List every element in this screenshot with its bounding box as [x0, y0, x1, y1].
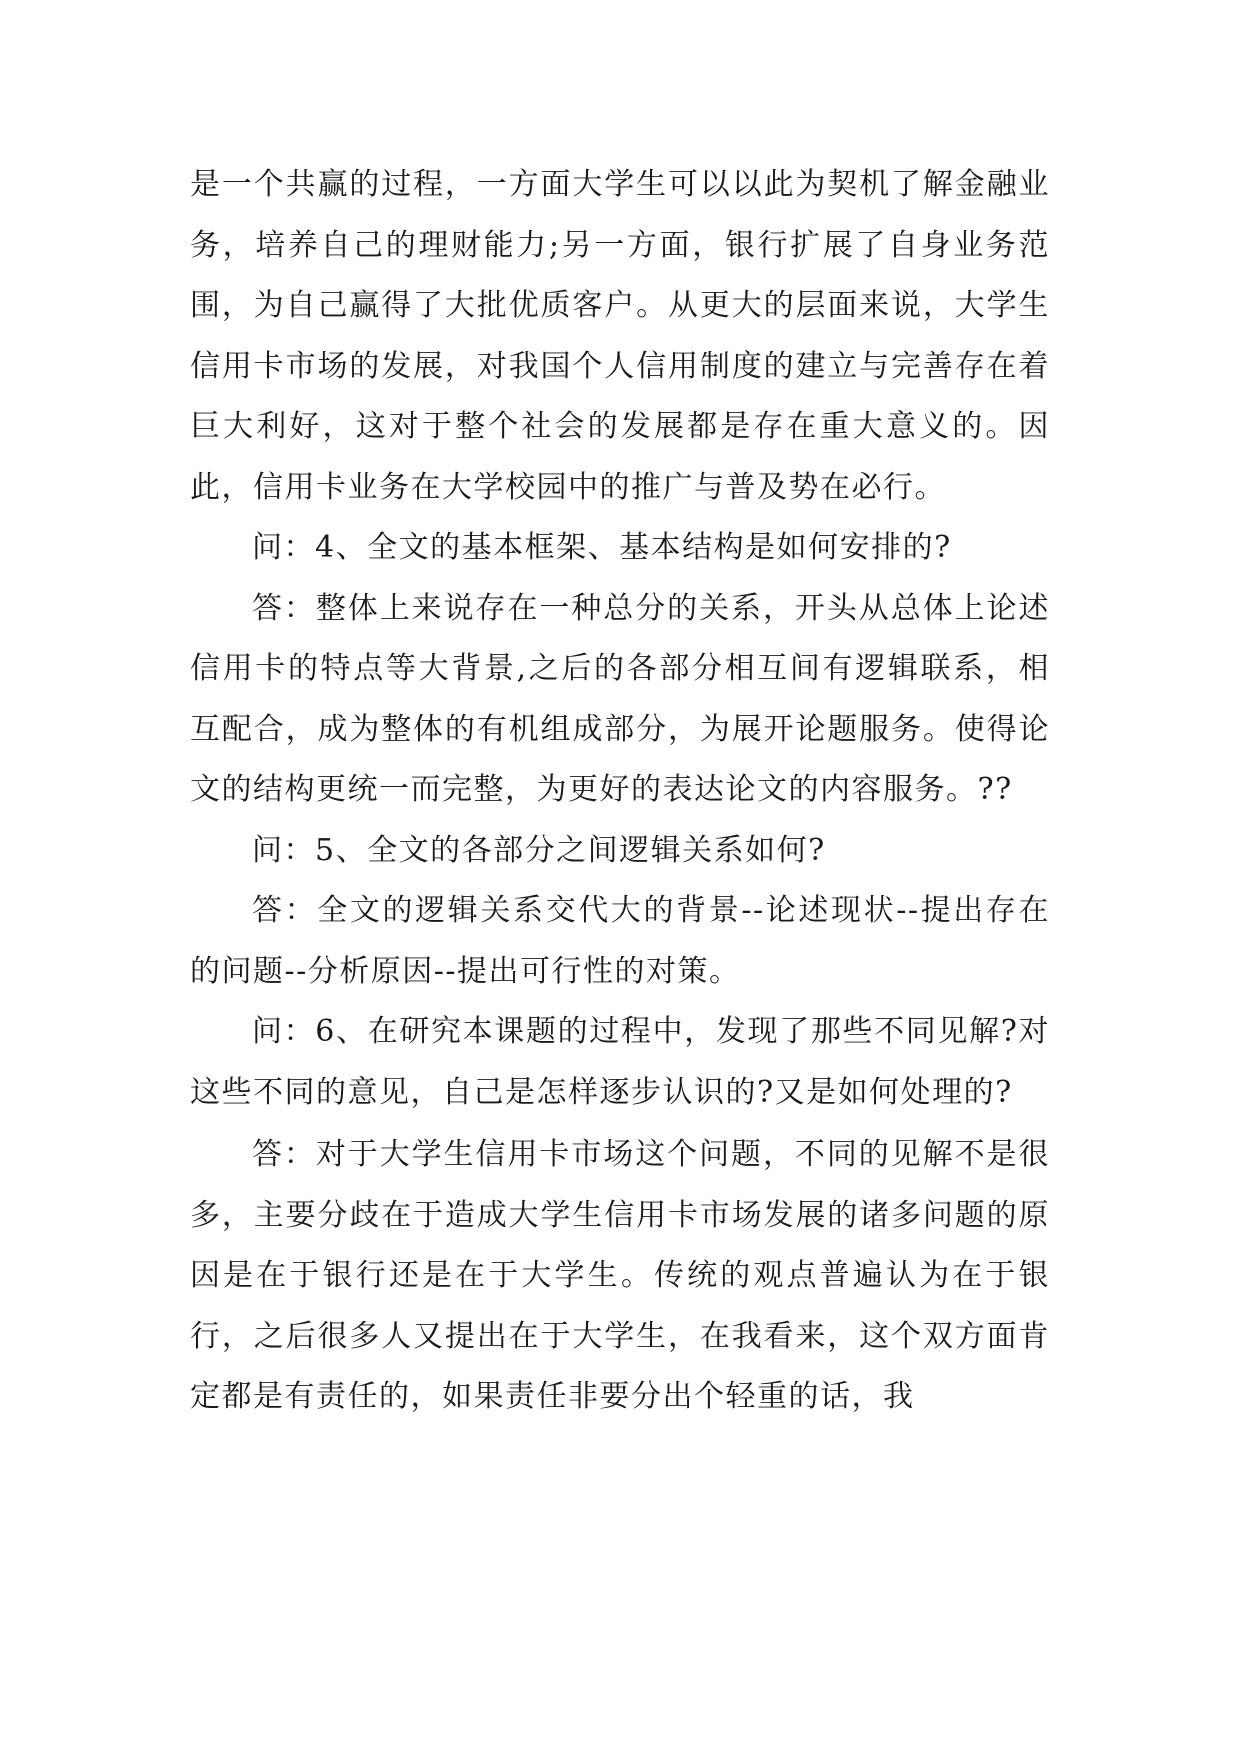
question-5: 问：5、全文的各部分之间逻辑关系如何?: [252, 832, 826, 868]
question-6: 问：6、在研究本课题的过程中，发现了那些不同见解?对这些不同的意见，自己是怎样逐步认识的?又是如何处理的?: [190, 1014, 1050, 1110]
paragraph-continuation: 是一个共赢的过程，一方面大学生可以以此为契机了解金融业务，培养自己的理财能力;另一方面，银行扩展了自身业务范围，为自己赢得了大批优质客户。从更大的层面来说，大学生信用卡市场的发展，对我国个人信用制度的建立与完善存在着巨大利好，这对于整个社会的发展都是存在重大意义的。因此，信用卡业务在大学校园中的推广与普及势在必行。: [190, 167, 1050, 505]
document-body: [190, 155, 1050, 1428]
answer-4: 答：整体上来说存在一种总分的关系，开头从总体上论述信用卡的特点等大背景,之后的各部分相互间有逻辑联系，相互配合，成为整体的有机组成部分，为展开论题服务。使得论文的结构更统一而完整，为更好的表达论文的内容服务。??: [190, 590, 1050, 807]
answer-5: 答：全文的逻辑关系交代大的背景--论述现状--提出存在的问题--分析原因--提出可行性的对策。: [190, 893, 1050, 989]
answer-6: 答：对于大学生信用卡市场这个问题，不同的见解不是很多，主要分歧在于造成大学生信用卡市场发展的诸多问题的原因是在于银行还是在于大学生。传统的观点普遍认为在于银行，之后很多人又提出在于大学生，在我看来，这个双方面肯定都是有责任的，如果责任非要分出个轻重的话，我: [190, 1137, 1050, 1414]
question-4: 问：4、全文的基本框架、基本结构是如何安排的?: [252, 530, 952, 565]
